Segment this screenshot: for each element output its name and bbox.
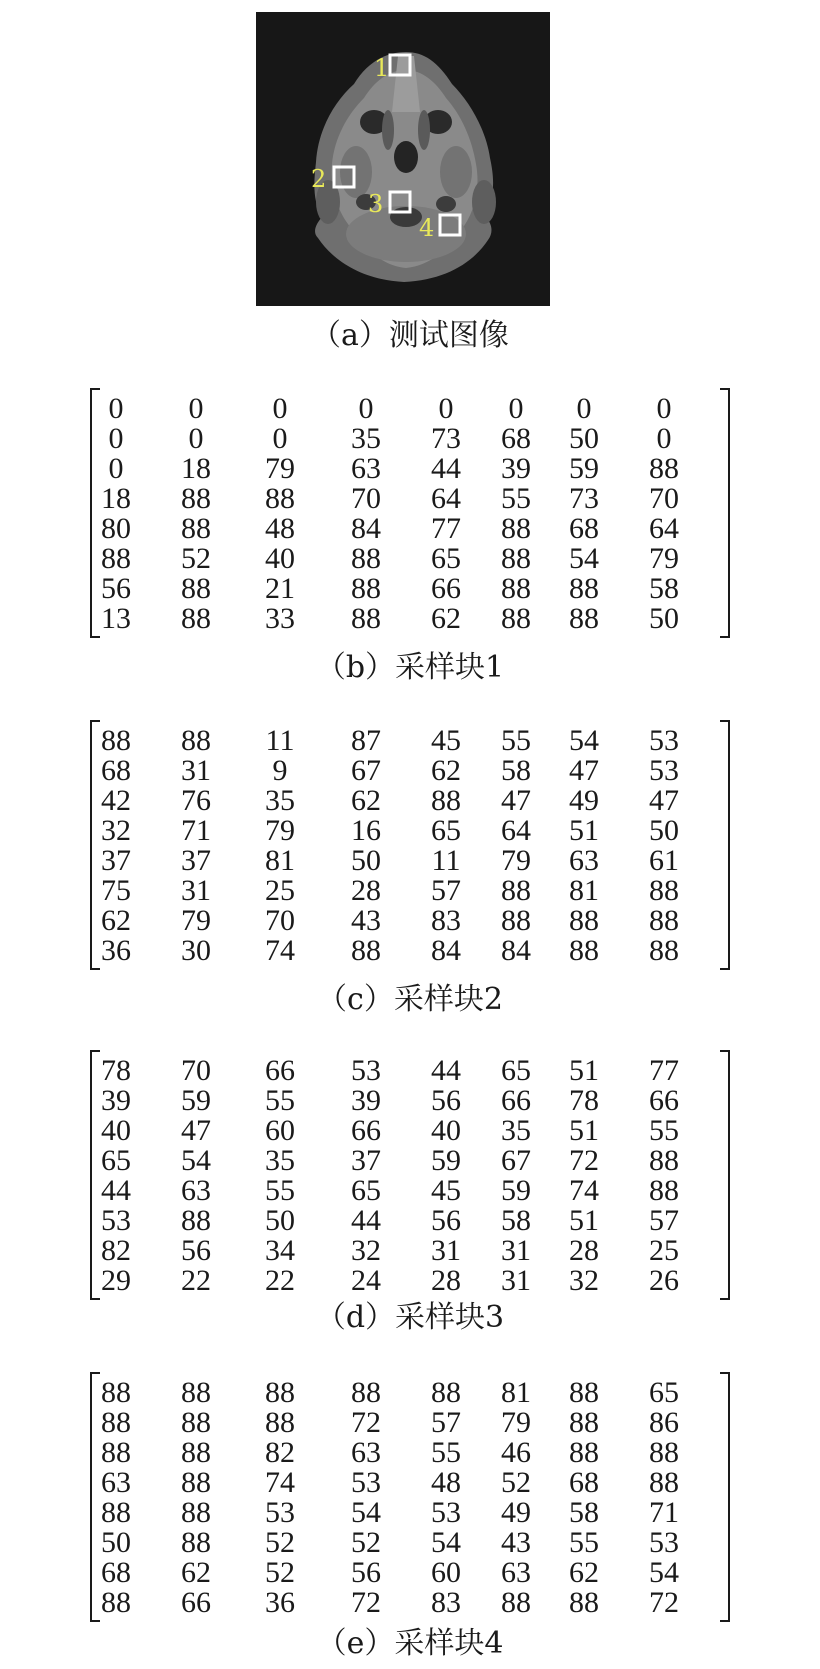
matrix-cell: 33 bbox=[265, 602, 295, 635]
caption-c: （c）采样块2 bbox=[317, 982, 503, 1017]
matrix-cell: 83 bbox=[431, 1586, 461, 1619]
matrix-cell: 68 bbox=[101, 1556, 131, 1589]
matrix-cell: 58 bbox=[501, 1204, 531, 1237]
matrix-bracket-right bbox=[720, 1372, 730, 1622]
matrix-cell: 0 bbox=[108, 452, 124, 485]
sample-label-2: 2 bbox=[311, 165, 327, 193]
matrix-cell: 55 bbox=[649, 1114, 679, 1147]
matrix-cell: 28 bbox=[351, 874, 381, 907]
matrix-cell: 79 bbox=[181, 904, 211, 937]
matrix-cell: 77 bbox=[649, 1054, 679, 1087]
matrix-bracket-left bbox=[90, 1372, 100, 1622]
matrix-cell: 78 bbox=[569, 1084, 599, 1117]
matrix-cell: 35 bbox=[501, 1114, 531, 1147]
matrix-cell: 68 bbox=[501, 422, 531, 455]
matrix-cell: 64 bbox=[501, 814, 531, 847]
matrix-cell: 88 bbox=[569, 904, 599, 937]
matrix-cell: 70 bbox=[351, 482, 381, 515]
matrix-bracket-left bbox=[90, 388, 100, 638]
matrix-cell: 65 bbox=[649, 1376, 679, 1409]
matrix-cell: 0 bbox=[656, 392, 672, 425]
matrix-cell: 73 bbox=[569, 482, 599, 515]
sample-label-3: 3 bbox=[368, 190, 384, 218]
matrix-cell: 37 bbox=[181, 844, 211, 877]
matrix-cell: 88 bbox=[501, 904, 531, 937]
matrix-cell: 88 bbox=[101, 1586, 131, 1619]
matrix-cell: 88 bbox=[649, 1466, 679, 1499]
matrix-cell: 88 bbox=[181, 1466, 211, 1499]
matrix-cell: 88 bbox=[649, 1144, 679, 1177]
matrix-cell: 88 bbox=[431, 1376, 461, 1409]
matrix-cell: 47 bbox=[649, 784, 679, 817]
matrix-cell: 57 bbox=[431, 1406, 461, 1439]
matrix-cell: 88 bbox=[181, 572, 211, 605]
matrix-cell: 60 bbox=[431, 1556, 461, 1589]
matrix-cell: 88 bbox=[649, 904, 679, 937]
matrix-cell: 31 bbox=[431, 1234, 461, 1267]
matrix-cell: 66 bbox=[181, 1586, 211, 1619]
matrix-cell: 53 bbox=[649, 1526, 679, 1559]
matrix-cell: 76 bbox=[181, 784, 211, 817]
matrix-cell: 84 bbox=[431, 934, 461, 967]
matrix-cell: 87 bbox=[351, 724, 381, 757]
matrix-cell: 88 bbox=[265, 1406, 295, 1439]
matrix-cell: 22 bbox=[181, 1264, 211, 1297]
matrix-cell: 54 bbox=[351, 1496, 381, 1529]
matrix-cell: 59 bbox=[569, 452, 599, 485]
matrix-cell: 79 bbox=[501, 1406, 531, 1439]
matrix-cell: 32 bbox=[351, 1234, 381, 1267]
matrix-cell: 25 bbox=[265, 874, 295, 907]
matrix-cell: 50 bbox=[569, 422, 599, 455]
matrix-cell: 57 bbox=[431, 874, 461, 907]
matrix-cell: 39 bbox=[501, 452, 531, 485]
matrix-cell: 66 bbox=[431, 572, 461, 605]
matrix-cell: 36 bbox=[101, 934, 131, 967]
matrix-cell: 88 bbox=[181, 602, 211, 635]
matrix-cell: 59 bbox=[181, 1084, 211, 1117]
matrix-cell: 54 bbox=[569, 542, 599, 575]
matrix-cell: 47 bbox=[181, 1114, 211, 1147]
matrix-cell: 31 bbox=[501, 1234, 531, 1267]
matrix-cell: 54 bbox=[431, 1526, 461, 1559]
matrix-cell: 37 bbox=[351, 1144, 381, 1177]
matrix-cell: 88 bbox=[181, 1436, 211, 1469]
matrix-cell: 58 bbox=[569, 1496, 599, 1529]
matrix-cell: 29 bbox=[101, 1264, 131, 1297]
matrix-cell: 22 bbox=[265, 1264, 295, 1297]
matrix-cell: 67 bbox=[351, 754, 381, 787]
matrix-cell: 53 bbox=[101, 1204, 131, 1237]
matrix-cell: 0 bbox=[108, 422, 124, 455]
matrix-cell: 9 bbox=[272, 754, 288, 787]
matrix-cell: 88 bbox=[101, 1406, 131, 1439]
matrix-cell: 88 bbox=[649, 452, 679, 485]
matrix-cell: 71 bbox=[181, 814, 211, 847]
matrix-cell: 66 bbox=[649, 1084, 679, 1117]
matrix-cell: 18 bbox=[181, 452, 211, 485]
matrix-cell: 88 bbox=[101, 724, 131, 757]
matrix-cell: 88 bbox=[569, 1376, 599, 1409]
caption-b: （b）采样块1 bbox=[315, 650, 505, 685]
matrix-cell: 0 bbox=[508, 392, 524, 425]
matrix-cell: 72 bbox=[351, 1406, 381, 1439]
matrix-cell: 50 bbox=[351, 844, 381, 877]
matrix-cell: 79 bbox=[265, 452, 295, 485]
matrix-cell: 31 bbox=[181, 754, 211, 787]
matrix-cell: 40 bbox=[101, 1114, 131, 1147]
matrix-cell: 18 bbox=[101, 482, 131, 515]
matrix-cell: 0 bbox=[188, 392, 204, 425]
matrix-cell: 74 bbox=[569, 1174, 599, 1207]
matrix-cell: 31 bbox=[501, 1264, 531, 1297]
matrix-cell: 52 bbox=[265, 1526, 295, 1559]
matrix-cell: 55 bbox=[265, 1084, 295, 1117]
matrix-cell: 56 bbox=[181, 1234, 211, 1267]
matrix-cell: 0 bbox=[272, 422, 288, 455]
matrix-cell: 49 bbox=[569, 784, 599, 817]
matrix-cell: 43 bbox=[501, 1526, 531, 1559]
matrix-bracket-right bbox=[720, 388, 730, 638]
matrix-sample-block-2 bbox=[90, 720, 730, 970]
matrix-cell: 52 bbox=[501, 1466, 531, 1499]
matrix-cell: 51 bbox=[569, 814, 599, 847]
matrix-cell: 65 bbox=[501, 1054, 531, 1087]
matrix-cell: 88 bbox=[181, 1406, 211, 1439]
matrix-cell: 48 bbox=[431, 1466, 461, 1499]
matrix-cell: 16 bbox=[351, 814, 381, 847]
sample-label-4: 4 bbox=[419, 214, 435, 242]
matrix-cell: 71 bbox=[649, 1496, 679, 1529]
matrix-cell: 84 bbox=[351, 512, 381, 545]
matrix-cell: 66 bbox=[265, 1054, 295, 1087]
matrix-cell: 53 bbox=[649, 754, 679, 787]
matrix-cell: 88 bbox=[351, 1376, 381, 1409]
matrix-cell: 54 bbox=[181, 1144, 211, 1177]
matrix-cell: 66 bbox=[351, 1114, 381, 1147]
sample-label-1: 1 bbox=[374, 54, 390, 82]
matrix-cell: 63 bbox=[181, 1174, 211, 1207]
matrix-cell: 31 bbox=[181, 874, 211, 907]
matrix-cell: 88 bbox=[181, 724, 211, 757]
matrix-cell: 74 bbox=[265, 934, 295, 967]
matrix-cell: 84 bbox=[501, 934, 531, 967]
matrix-cell: 81 bbox=[501, 1376, 531, 1409]
matrix-cell: 11 bbox=[431, 844, 461, 877]
matrix-cell: 55 bbox=[501, 482, 531, 515]
matrix-cell: 40 bbox=[431, 1114, 461, 1147]
matrix-cell: 63 bbox=[501, 1556, 531, 1589]
matrix-cell: 58 bbox=[501, 754, 531, 787]
matrix-cell: 56 bbox=[101, 572, 131, 605]
matrix-cell: 88 bbox=[501, 542, 531, 575]
matrix-cell: 88 bbox=[649, 1436, 679, 1469]
matrix-cell: 88 bbox=[501, 512, 531, 545]
matrix-cell: 83 bbox=[431, 904, 461, 937]
matrix-cell: 65 bbox=[351, 1174, 381, 1207]
matrix-cell: 72 bbox=[351, 1586, 381, 1619]
matrix-cell: 88 bbox=[181, 512, 211, 545]
matrix-cell: 88 bbox=[101, 1496, 131, 1529]
matrix-cell: 44 bbox=[431, 1054, 461, 1087]
matrix-cell: 88 bbox=[351, 602, 381, 635]
matrix-cell: 57 bbox=[649, 1204, 679, 1237]
matrix-cell: 88 bbox=[569, 602, 599, 635]
matrix-cell: 88 bbox=[181, 1526, 211, 1559]
matrix-cell: 11 bbox=[265, 724, 295, 757]
matrix-cell: 44 bbox=[101, 1174, 131, 1207]
matrix-cell: 88 bbox=[569, 934, 599, 967]
matrix-cell: 51 bbox=[569, 1114, 599, 1147]
matrix-cell: 88 bbox=[101, 542, 131, 575]
matrix-cell: 88 bbox=[569, 1436, 599, 1469]
matrix-cell: 53 bbox=[649, 724, 679, 757]
matrix-cell: 39 bbox=[351, 1084, 381, 1117]
matrix-cell: 28 bbox=[569, 1234, 599, 1267]
matrix-cell: 24 bbox=[351, 1264, 381, 1297]
matrix-cell: 79 bbox=[501, 844, 531, 877]
matrix-cell: 77 bbox=[431, 512, 461, 545]
matrix-cell: 65 bbox=[431, 814, 461, 847]
matrix-cell: 44 bbox=[351, 1204, 381, 1237]
matrix-cell: 30 bbox=[181, 934, 211, 967]
matrix-bracket-right bbox=[720, 1050, 730, 1300]
matrix-cell: 88 bbox=[649, 874, 679, 907]
matrix-cell: 72 bbox=[569, 1144, 599, 1177]
matrix-cell: 46 bbox=[501, 1436, 531, 1469]
matrix-cell: 0 bbox=[656, 422, 672, 455]
matrix-cell: 53 bbox=[351, 1466, 381, 1499]
matrix-cell: 40 bbox=[265, 542, 295, 575]
matrix-cell: 67 bbox=[501, 1144, 531, 1177]
matrix-cell: 78 bbox=[101, 1054, 131, 1087]
matrix-cell: 88 bbox=[101, 1376, 131, 1409]
matrix-cell: 73 bbox=[431, 422, 461, 455]
matrix-cell: 88 bbox=[569, 572, 599, 605]
matrix-cell: 55 bbox=[501, 724, 531, 757]
matrix-cell: 50 bbox=[649, 602, 679, 635]
matrix-cell: 42 bbox=[101, 784, 131, 817]
matrix-cell: 63 bbox=[351, 452, 381, 485]
matrix-cell: 88 bbox=[351, 542, 381, 575]
matrix-cell: 21 bbox=[265, 572, 295, 605]
matrix-cell: 79 bbox=[649, 542, 679, 575]
matrix-bracket-left bbox=[90, 720, 100, 970]
matrix-sample-block-3 bbox=[90, 1050, 730, 1300]
matrix-cell: 88 bbox=[181, 482, 211, 515]
matrix-cell: 36 bbox=[265, 1586, 295, 1619]
matrix-cell: 82 bbox=[101, 1234, 131, 1267]
matrix-cell: 47 bbox=[501, 784, 531, 817]
matrix-cell: 54 bbox=[569, 724, 599, 757]
matrix-cell: 88 bbox=[569, 1586, 599, 1619]
matrix-cell: 63 bbox=[569, 844, 599, 877]
matrix-cell: 53 bbox=[351, 1054, 381, 1087]
matrix-cell: 0 bbox=[108, 392, 124, 425]
matrix-cell: 88 bbox=[501, 572, 531, 605]
matrix-bracket-right bbox=[720, 720, 730, 970]
matrix-cell: 88 bbox=[265, 482, 295, 515]
matrix-cell: 75 bbox=[101, 874, 131, 907]
matrix-cell: 0 bbox=[358, 392, 374, 425]
matrix-cell: 88 bbox=[501, 602, 531, 635]
matrix-cell: 74 bbox=[265, 1466, 295, 1499]
matrix-cell: 88 bbox=[501, 1586, 531, 1619]
caption-d: （d）采样块3 bbox=[315, 1300, 505, 1335]
matrix-sample-block-1 bbox=[90, 388, 730, 638]
matrix-cell: 54 bbox=[649, 1556, 679, 1589]
matrix-cell: 86 bbox=[649, 1406, 679, 1439]
matrix-cell: 64 bbox=[649, 512, 679, 545]
matrix-cell: 44 bbox=[431, 452, 461, 485]
matrix-cell: 47 bbox=[569, 754, 599, 787]
matrix-cell: 62 bbox=[569, 1556, 599, 1589]
matrix-cell: 55 bbox=[569, 1526, 599, 1559]
matrix-cell: 49 bbox=[501, 1496, 531, 1529]
matrix-cell: 52 bbox=[351, 1526, 381, 1559]
matrix-cell: 35 bbox=[265, 1144, 295, 1177]
matrix-cell: 63 bbox=[351, 1436, 381, 1469]
matrix-cell: 32 bbox=[569, 1264, 599, 1297]
matrix-cell: 0 bbox=[272, 392, 288, 425]
matrix-cell: 88 bbox=[649, 1174, 679, 1207]
matrix-cell: 64 bbox=[431, 482, 461, 515]
matrix-sample-block-4 bbox=[90, 1372, 730, 1622]
matrix-cell: 70 bbox=[181, 1054, 211, 1087]
matrix-cell: 0 bbox=[576, 392, 592, 425]
matrix-cell: 50 bbox=[101, 1526, 131, 1559]
matrix-cell: 82 bbox=[265, 1436, 295, 1469]
matrix-cell: 55 bbox=[431, 1436, 461, 1469]
matrix-cell: 88 bbox=[265, 1376, 295, 1409]
matrix-cell: 88 bbox=[649, 934, 679, 967]
matrix-cell: 48 bbox=[265, 512, 295, 545]
matrix-cell: 70 bbox=[265, 904, 295, 937]
matrix-cell: 50 bbox=[265, 1204, 295, 1237]
matrix-cell: 88 bbox=[351, 572, 381, 605]
matrix-cell: 88 bbox=[101, 1436, 131, 1469]
caption-a: （a）测试图像 bbox=[311, 318, 509, 353]
matrix-cell: 88 bbox=[181, 1376, 211, 1409]
matrix-cell: 52 bbox=[265, 1556, 295, 1589]
matrix-cell: 62 bbox=[431, 754, 461, 787]
matrix-cell: 51 bbox=[569, 1054, 599, 1087]
matrix-cell: 25 bbox=[649, 1234, 679, 1267]
matrix-cell: 0 bbox=[188, 422, 204, 455]
matrix-cell: 51 bbox=[569, 1204, 599, 1237]
matrix-cell: 61 bbox=[649, 844, 679, 877]
matrix-cell: 88 bbox=[569, 1406, 599, 1439]
matrix-cell: 35 bbox=[265, 784, 295, 817]
matrix-cell: 53 bbox=[265, 1496, 295, 1529]
matrix-cell: 56 bbox=[431, 1084, 461, 1117]
matrix-cell: 0 bbox=[438, 392, 454, 425]
matrix-cell: 62 bbox=[101, 904, 131, 937]
matrix-cell: 88 bbox=[181, 1204, 211, 1237]
matrix-cell: 28 bbox=[431, 1264, 461, 1297]
matrix-cell: 45 bbox=[431, 1174, 461, 1207]
matrix-cell: 35 bbox=[351, 422, 381, 455]
matrix-cell: 80 bbox=[101, 512, 131, 545]
matrix-cell: 81 bbox=[569, 874, 599, 907]
matrix-cell: 72 bbox=[649, 1586, 679, 1619]
matrix-cell: 81 bbox=[265, 844, 295, 877]
matrix-cell: 26 bbox=[649, 1264, 679, 1297]
matrix-cell: 62 bbox=[351, 784, 381, 817]
matrix-cell: 65 bbox=[431, 542, 461, 575]
matrix-cell: 13 bbox=[101, 602, 131, 635]
matrix-cell: 59 bbox=[431, 1144, 461, 1177]
test-image bbox=[256, 12, 550, 306]
matrix-cell: 34 bbox=[265, 1234, 295, 1267]
matrix-cell: 88 bbox=[181, 1496, 211, 1529]
matrix-cell: 79 bbox=[265, 814, 295, 847]
matrix-cell: 68 bbox=[569, 1466, 599, 1499]
matrix-cell: 70 bbox=[649, 482, 679, 515]
matrix-cell: 39 bbox=[101, 1084, 131, 1117]
matrix-cell: 56 bbox=[351, 1556, 381, 1589]
matrix-cell: 65 bbox=[101, 1144, 131, 1177]
matrix-cell: 52 bbox=[181, 542, 211, 575]
matrix-cell: 62 bbox=[431, 602, 461, 635]
matrix-cell: 45 bbox=[431, 724, 461, 757]
matrix-cell: 32 bbox=[101, 814, 131, 847]
matrix-cell: 37 bbox=[101, 844, 131, 877]
matrix-cell: 88 bbox=[501, 874, 531, 907]
matrix-cell: 50 bbox=[649, 814, 679, 847]
matrix-cell: 59 bbox=[501, 1174, 531, 1207]
matrix-cell: 63 bbox=[101, 1466, 131, 1499]
matrix-cell: 56 bbox=[431, 1204, 461, 1237]
matrix-cell: 88 bbox=[431, 784, 461, 817]
caption-e: （e）采样块4 bbox=[316, 1626, 504, 1661]
matrix-cell: 62 bbox=[181, 1556, 211, 1589]
matrix-cell: 53 bbox=[431, 1496, 461, 1529]
matrix-cell: 43 bbox=[351, 904, 381, 937]
matrix-cell: 58 bbox=[649, 572, 679, 605]
matrix-cell: 88 bbox=[351, 934, 381, 967]
matrix-bracket-left bbox=[90, 1050, 100, 1300]
matrix-cell: 55 bbox=[265, 1174, 295, 1207]
matrix-cell: 66 bbox=[501, 1084, 531, 1117]
matrix-cell: 68 bbox=[569, 512, 599, 545]
matrix-cell: 60 bbox=[265, 1114, 295, 1147]
matrix-cell: 68 bbox=[101, 754, 131, 787]
